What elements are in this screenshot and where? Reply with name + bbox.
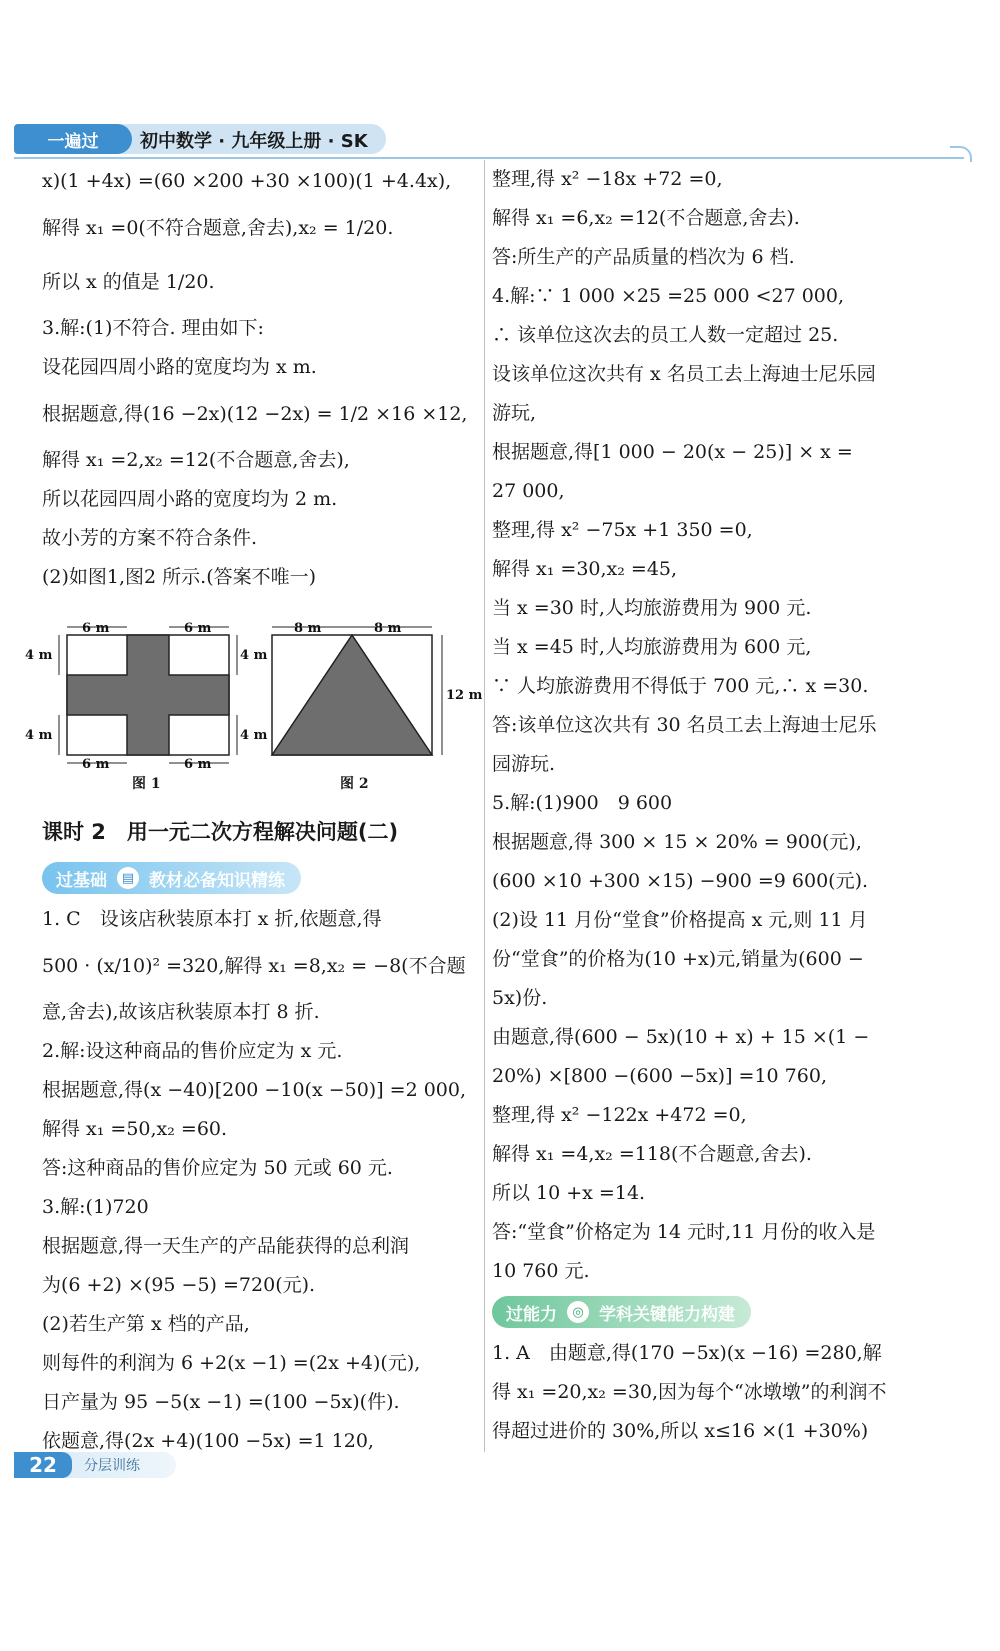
page-footer: [14, 1452, 176, 1478]
text-line: 答:这种商品的售价应定为 50 元或 60 元.: [42, 1156, 393, 1179]
text-line: 解得 x₁ =50,x₂ =60.: [42, 1117, 228, 1140]
section-banner-basics: [42, 862, 301, 894]
text-line: (2)如图1,图2 所示.(答案不唯一): [42, 566, 317, 588]
text-line: 5x)份.: [492, 987, 548, 1009]
text-line: 根据题意,得(x −40)[200 −10(x −50)] =2 000,: [42, 1078, 467, 1101]
fig1-bottom-right-label: 6 m: [184, 757, 212, 772]
text-line: (2)若生产第 x 档的产品,: [42, 1312, 250, 1335]
fig2-top-right-label: 8 m: [374, 621, 402, 636]
text-line: 根据题意,得(16 −2x)(12 −2x) = 1/2 ×16 ×12,: [42, 403, 468, 425]
text-line: 得超过进价的 30%,所以 x≤16 ×(1 +30%): [492, 1419, 869, 1442]
text-line: 所以花园四周小路的宽度均为 2 m.: [42, 488, 338, 510]
text-line: 当 x =30 时,人均旅游费用为 900 元.: [492, 597, 812, 619]
text-line: (600 ×10 +300 ×15) −900 =9 600(元).: [492, 870, 869, 892]
column-divider: [484, 160, 485, 1452]
text-line: 答:该单位这次共有 30 名员工去上海迪士尼乐: [492, 714, 877, 736]
text-line: 当 x =45 时,人均旅游费用为 600 元,: [492, 636, 812, 658]
book-header: [14, 124, 386, 154]
section-label: 过基础: [56, 870, 107, 891]
text-line: ∵ 人均旅游费用不得低于 700 元,∴ x =30.: [492, 675, 869, 697]
text-line: x)(1 +4x) =(60 ×200 +30 ×100)(1 +4.4x),: [42, 170, 452, 192]
brand-badge: 一遍过: [14, 124, 132, 154]
header-rule-curve: [950, 146, 972, 162]
text-line: 解得 x₁ =6,x₂ =12(不合题意,舍去).: [492, 207, 800, 229]
text-line: 4.解:∵ 1 000 ×25 =25 000 <27 000,: [492, 285, 845, 307]
fig2-height-label: 12 m: [446, 688, 482, 703]
text-line: 依题意,得(2x +4)(100 −5x) =1 120,: [42, 1429, 374, 1452]
fig1-bottom-left-label: 6 m: [82, 757, 110, 772]
fig1-top-right-label: 6 m: [184, 621, 212, 636]
garden-figures: [22, 603, 482, 773]
text-line: 27 000,: [492, 480, 565, 502]
text-line: 整理,得 x² −75x +1 350 =0,: [492, 519, 753, 541]
text-line: 3.解:(1)720: [42, 1195, 149, 1218]
section-banner-ability: [492, 1296, 751, 1328]
text-line: 整理,得 x² −122x +472 =0,: [492, 1104, 747, 1126]
fig1-left-bottom-label: 4 m: [25, 728, 53, 743]
text-line: 1. C 设该店秋装原本打 x 折,依题意,得: [42, 907, 382, 930]
text-line: 500 · (x/10)² =320,解得 x₁ =8,x₂ = −8(不合题: [42, 954, 466, 977]
header-rule: [14, 157, 964, 159]
text-line: 得 x₁ =20,x₂ =30,因为每个“冰墩墩”的利润不: [492, 1380, 887, 1403]
figure-1-diagram: [59, 627, 237, 763]
figures-area: [25, 603, 482, 803]
text-line: 20%) ×[800 −(600 −5x)] =10 760,: [492, 1065, 827, 1087]
text-line: 整理,得 x² −18x +72 =0,: [492, 168, 723, 190]
text-line: 3.解:(1)不符合. 理由如下:: [42, 317, 264, 339]
text-line: 解得 x₁ =30,x₂ =45,: [492, 558, 678, 580]
text-line: 答:所生产的产品质量的档次为 6 档.: [492, 246, 795, 268]
text-line: 游玩,: [492, 402, 537, 424]
fig1-left-top-label: 4 m: [25, 648, 53, 663]
section-label: 过能力: [506, 1304, 557, 1325]
page-number: 22: [14, 1452, 72, 1478]
text-line: 根据题意,得一天生产的产品能获得的总利润: [42, 1234, 410, 1257]
text-line: 所以 10 +x =14.: [492, 1182, 646, 1204]
text-line: 所以 x 的值是 1/20.: [42, 271, 215, 293]
text-line: 日产量为 95 −5(x −1) =(100 −5x)(件).: [42, 1390, 400, 1413]
footer-label: 分层训练: [84, 1458, 140, 1474]
figure-2-caption: 图 2: [340, 776, 369, 792]
fig1-top-left-label: 6 m: [82, 621, 110, 636]
left-column: [25, 162, 482, 1461]
book-icon: ▤: [117, 867, 139, 889]
lesson-title: 课时 2 用一元二次方程解决问题(二): [42, 820, 399, 844]
text-line: 园游玩.: [492, 753, 556, 775]
fig2-top-left-label: 8 m: [294, 621, 322, 636]
section-title: 教材必备知识精练: [149, 870, 285, 891]
text-line: 则每件的利润为 6 +2(x −1) =(2x +4)(元),: [42, 1351, 421, 1374]
figure-2-diagram: [272, 627, 442, 755]
text-line: 根据题意,得[1 000 − 20(x − 25)] × x =: [492, 441, 853, 463]
target-icon: ◎: [567, 1301, 589, 1323]
text-line: 设该单位这次共有 x 名员工去上海迪士尼乐园: [492, 363, 876, 385]
right-column: [492, 160, 922, 1451]
section-title: 学科关键能力构建: [599, 1304, 735, 1325]
text-line: 解得 x₁ =0(不符合题意,舍去),x₂ = 1/20.: [42, 217, 394, 239]
book-title: 初中数学 · 九年级上册 · SK: [140, 131, 368, 152]
text-line: 解得 x₁ =2,x₂ =12(不合题意,舍去),: [42, 449, 350, 471]
text-line: 1. A 由题意,得(170 −5x)(x −16) =280,解: [492, 1341, 882, 1364]
text-line: 2.解:设这种商品的售价应定为 x 元.: [42, 1039, 343, 1062]
fig1-right-top-label: 4 m: [240, 648, 268, 663]
text-line: 解得 x₁ =4,x₂ =118(不合题意,舍去).: [492, 1143, 812, 1165]
fig1-right-bottom-label: 4 m: [240, 728, 268, 743]
text-line: 根据题意,得 300 × 15 × 20% = 900(元),: [492, 831, 862, 853]
figure-1-caption: 图 1: [132, 776, 161, 792]
text-line: 由题意,得(600 − 5x)(10 + x) + 15 ×(1 −: [492, 1026, 870, 1048]
text-line: ∴ 该单位这次去的员工人数一定超过 25.: [492, 324, 839, 346]
text-line: 为(6 +2) ×(95 −5) =720(元).: [42, 1273, 316, 1296]
text-line: 故小芳的方案不符合条件.: [42, 527, 258, 549]
text-line: 设花园四周小路的宽度均为 x m.: [42, 356, 317, 378]
text-line: (2)设 11 月份“堂食”价格提高 x 元,则 11 月: [492, 909, 868, 931]
text-line: 意,舍去),故该店秋装原本打 8 折.: [42, 1000, 320, 1023]
text-line: 答:“堂食”价格定为 14 元时,11 月份的收入是: [492, 1221, 876, 1243]
text-line: 份“堂食”的价格为(10 +x)元,销量为(600 −: [492, 948, 864, 970]
text-line: 5.解:(1)900 9 600: [492, 792, 673, 814]
text-line: 10 760 元.: [492, 1260, 590, 1282]
